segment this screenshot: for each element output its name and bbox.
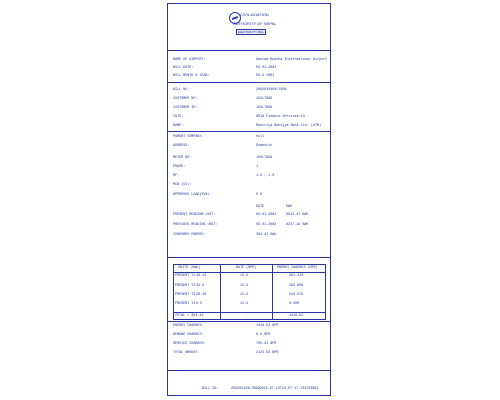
previous-reading-kwh: 8237.18 KWh xyxy=(286,223,309,227)
phase-value: 1 xyxy=(256,165,259,169)
divider xyxy=(168,131,330,132)
bill-id-label: BILL ID: xyxy=(202,387,219,391)
previous-reading-label: PREVIOUS READING UNIT: xyxy=(173,223,218,227)
present-reading-kwh: 8541.47 KWh xyxy=(286,213,309,217)
table-row-rate: 13.5 xyxy=(240,302,249,306)
mf-value: 1.0 , 1.0 xyxy=(256,174,275,178)
authority-logo xyxy=(226,9,277,40)
table-total-charge: 1418.62 xyxy=(289,314,304,318)
demand-charges-label: DEMAND CHARGES: xyxy=(173,333,204,337)
table-row-units: 0.0 xyxy=(196,302,203,306)
demand-charges-value: 0.0 NPR xyxy=(256,333,271,337)
table-row-charge: 493.808 xyxy=(289,284,304,288)
table-row-charge: 381.240 xyxy=(289,274,304,278)
parent-company-label: PARENT COMPANY: xyxy=(173,135,204,139)
bill-month-label: BILL MONTH & YEAR: xyxy=(173,74,210,78)
consumed-energy-label: CONSUMED ENERGY: xyxy=(173,233,206,237)
address-label: ADDRESS: xyxy=(173,144,190,148)
table-row-units: 33.6 xyxy=(196,284,205,288)
reading-kwh-header: KWH xyxy=(286,205,293,209)
logo-name: CIVIL AVIATION xyxy=(240,12,269,17)
table-divider xyxy=(272,265,273,319)
divider xyxy=(168,321,330,322)
total-amount-label: TOTAL AMOUNT: xyxy=(173,351,200,355)
divider xyxy=(168,50,330,51)
customer-id-label: CUSTOMER ID: xyxy=(173,106,198,110)
service-charges-label: SERVICE CHARGES: xyxy=(173,342,206,346)
customer-no-value: 104L7896 xyxy=(256,97,273,101)
airport-value: Gautam Buddha International Airport xyxy=(256,58,328,62)
bill-id-value: 208203104L7896D025-07-14T23:07:17.704T03082 xyxy=(231,387,319,391)
table-row-units: 20.40 xyxy=(196,293,207,297)
phase-label: PHASE: xyxy=(173,165,186,169)
address-value: Domestic xyxy=(256,144,273,148)
meter-no-label: METER NO: xyxy=(173,156,192,160)
parent-company-value: null xyxy=(256,135,265,139)
mf-label: MF: xyxy=(173,174,180,178)
charges-header: ENERGY CHARGES (NPR) xyxy=(277,266,318,270)
consumed-energy-value: 304.43 KWh xyxy=(256,233,277,237)
total-amount-value: 2123.93 NPR xyxy=(256,351,279,355)
table-divider xyxy=(220,265,221,319)
bill-month-value: 03 & 2082 xyxy=(256,74,275,78)
approved-load-value: 5.0 xyxy=(256,193,263,197)
rate-header: RATE (NPR) xyxy=(236,266,257,270)
table-row-label: PRESENT T2 xyxy=(175,284,196,288)
previous-reading-date: 03-01-2082 xyxy=(256,223,277,227)
airport-label: NAME OF AIRPORT: xyxy=(173,58,206,62)
table-row-label: PRESENT T4 xyxy=(175,302,196,306)
customer-no-label: CUSTOMER NO: xyxy=(173,97,198,101)
present-reading-label: PRESENT READING UNIT: xyxy=(173,213,216,217)
customer-id-value: 104L7896 xyxy=(256,106,273,110)
table-row-rate: 13.5 xyxy=(240,293,249,297)
table-total-rate: - xyxy=(245,314,248,318)
category-label: CATG: xyxy=(173,115,184,119)
table-row-label: PRESENT T1 xyxy=(175,274,196,278)
divider xyxy=(168,257,330,258)
meter-no-value: 104L7896 xyxy=(256,156,273,160)
logo-subtitle: AUTHORITY OF NEPAL xyxy=(233,21,277,26)
units-table xyxy=(173,264,326,320)
logo-tag: ELECTRICITY BILL xyxy=(237,30,265,34)
bill-no-label: BILL NO: xyxy=(173,88,190,92)
bill-no-value: 2082030304L7896 xyxy=(256,88,287,92)
present-reading-date: 04-01-2082 xyxy=(256,213,277,217)
table-row-rate: 13.5 xyxy=(240,274,249,278)
table-row-units: 18.24 xyxy=(196,274,207,278)
energy-charges-value: 1418.62 NPR xyxy=(256,324,279,328)
table-row-charge: 543.575 xyxy=(289,293,304,297)
table-divider xyxy=(174,272,325,273)
electricity-bill xyxy=(167,3,331,396)
bill-date-value: 04-01-2082 xyxy=(256,66,277,70)
reading-date-header: DATE xyxy=(256,205,265,209)
name-label: NAME: xyxy=(173,124,184,128)
table-divider xyxy=(174,312,325,313)
table-row-charge: 0.000 xyxy=(289,302,300,306)
divider xyxy=(168,82,330,83)
bill-date-label: BILL DATE: xyxy=(173,66,194,70)
table-row-label: PRESENT T3 xyxy=(175,293,196,297)
name-value: Rastriya Banijya Bank Ltd. (ATM) xyxy=(256,124,322,128)
approved-load-label: APPROVED LOAD(KVA): xyxy=(173,193,212,197)
mcb-label: MCB (CU): xyxy=(173,183,192,187)
category-value: GRIA Finance Services-13 xyxy=(256,115,305,119)
table-row-rate: 13.5 xyxy=(240,284,249,288)
service-charges-value: 705.31 NPR xyxy=(256,342,277,346)
divider xyxy=(168,370,330,371)
energy-charges-label: ENERGY CHARGES: xyxy=(173,324,204,328)
table-total-label: TOTAL = 304.43 xyxy=(175,314,204,318)
units-header: UNITS (KWh) xyxy=(178,266,201,270)
